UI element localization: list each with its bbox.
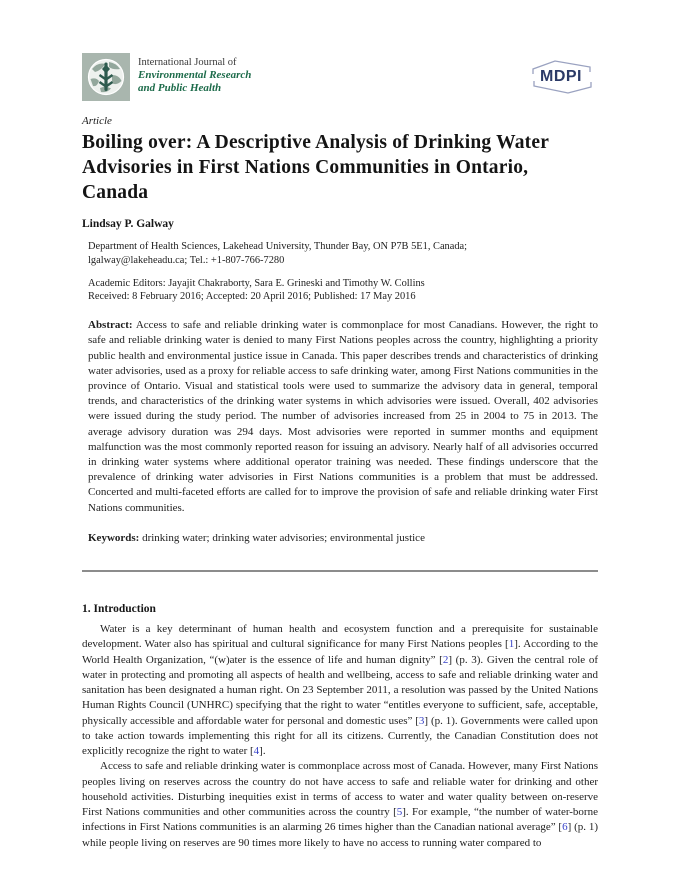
keywords-label: Keywords: [88, 531, 140, 544]
journal-header [82, 53, 598, 101]
mdpi-wordmark: MDPI [540, 68, 582, 85]
abstract [88, 318, 598, 516]
citation-2[interactable]: 2 [442, 653, 449, 666]
author-name: Lindsay P. Galway [82, 218, 174, 230]
editors-dates [88, 277, 598, 305]
journal-name [138, 53, 251, 94]
affiliation [88, 240, 598, 268]
citation-6[interactable]: 6 [562, 821, 568, 834]
article-title: Boiling over: A Descriptive Analysis of Drinking Water Advisories in First Nations Communities in Ontario, Canada [82, 132, 549, 203]
citation-5[interactable]: 5 [396, 806, 403, 819]
mdpi-logo [526, 57, 598, 97]
affiliation-line1: Department of Health Sciences, Lakehead University, Thunder Bay, ON P7B 5E1, Canada; [88, 241, 468, 252]
paragraph: Access to safe and reliable drinking water is commonplace across most of Canada. However, many First Nations peoples living on reserves across the country do not have access to safe and reliable water for drinking and other household activities. Disturbing inequities exist in terms of access to water and water quality between on-reserve First Nations communities and other communities across the country [5]. For example, “the number of water-borne infections in First Nations communities is an alarming 26 times higher than the Canadian national average” [6] (p. 1) while people living on reserves are 90 times more likely to have no access to running water compared to [82, 760, 598, 849]
journal-logo-icon [82, 53, 130, 101]
section-heading-introduction: 1. Introduction [82, 603, 156, 616]
abstract-text: Access to safe and reliable drinking water is commonplace for most Canadians. However, the right to safe and reliable drinking water is denied to many First Nations peoples across the country, highlighting a priority public health and environmental justice issue in Canada. This paper describes trends and characteristics of drinking water advisories, used as a proxy for reliable access to safe drinking water, among First Nations communities in the province of Ontario. Visual and statistical tools were used to summarize the advisory data in general, temporal trends, and characteristics of the drinking water systems in which advisories were issued. Overall, 402 advisories were issued during the study period. The number of advisories increased from 25 in 2004 to 75 in 2013. The average advisory duration was 294 days. Most advisories were reported in summer months and equipment malfunction was the most commonly reported reason for issuing an advisory. Nearly half of all advisories occurred in drinking water systems where additional operator training was needed. These findings underscore that the prevalence of drinking water advisories in First Nations communities is a problem that must be addressed. Concerted and multi-faceted efforts are called for to improve the provision of safe and reliable drinking water First Nations communities. [88, 319, 598, 514]
academic-editors: Academic Editors: Jayajit Chakraborty, Sara E. Grineski and Timothy W. Collins [88, 277, 425, 289]
journal-brand [82, 53, 251, 101]
journal-name-line2: and Public Health [138, 81, 222, 94]
section-divider [82, 570, 598, 572]
keywords [88, 531, 598, 546]
keywords-text: drinking water; drinking water advisories; environmental justice [142, 531, 425, 544]
citation-3[interactable]: 3 [418, 714, 425, 727]
abstract-label: Abstract: [88, 319, 133, 332]
journal-name-line1: Environmental Research [138, 69, 252, 81]
dates-line: Received: 8 February 2016; Accepted: 20 April 2016; Published: 17 May 2016 [88, 291, 416, 303]
citation-1[interactable]: 1 [508, 638, 515, 651]
journal-name-prefix: International Journal of [138, 57, 237, 68]
affiliation-line2: lgalway@lakeheadu.ca; Tel.: +1-807-766-7280 [88, 254, 285, 266]
citation-4[interactable]: 4 [253, 745, 260, 758]
paragraph: Water is a key determinant of human health and ecosystem function and a prerequisite for sustainable development. Water also has spiritual and cultural significance for many First Nations peoples [1]. According to the World Health Organization, “(w)ater is the essence of life and human dignity” [2] (p. 3). Given the central role of water in protecting and promoting all aspects of health and wellbeing, access to safe and reliable drinking water and sanitation has been designated a human right. On 23 September 2011, a resolution was passed by the United Nations Human Rights Council (UNHRC) specifying that the right to water “entitles everyone to sufficient, safe, acceptable, physically accessible and affordable water for personal and domestic uses” [3] (p. 1). Governments were called upon to take action towards implementing this right for all its citizens. Currently, the Canadian Constitution does not explicitly recognize the right to water [4]. [82, 623, 599, 758]
article-type-label: Article [82, 115, 112, 127]
article-meta [88, 240, 598, 304]
